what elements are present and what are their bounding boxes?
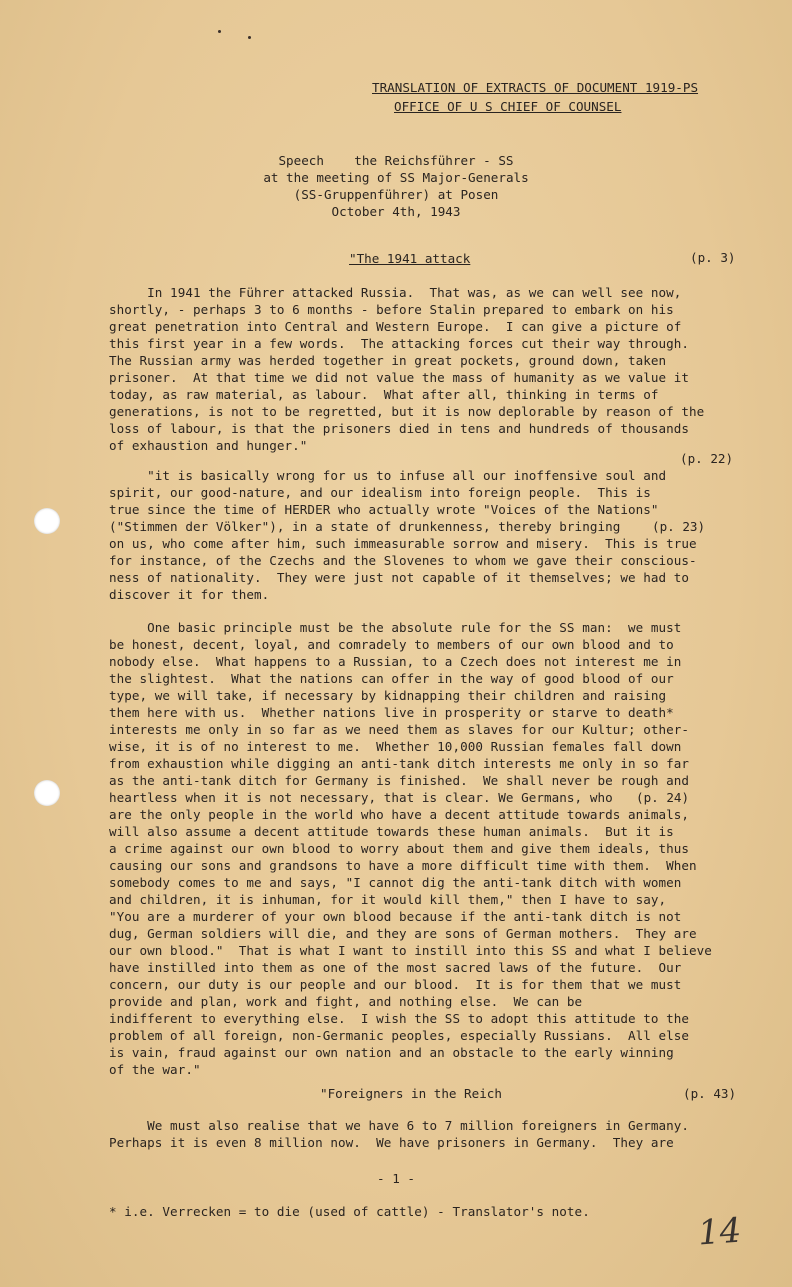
header-line-2: OFFICE OF U S CHIEF OF COUNSEL <box>394 99 622 114</box>
p1-line: of exhaustion and hunger." <box>109 438 308 453</box>
p2-line: "it is basically wrong for us to infuse all our inoffensive soul and <box>109 468 667 483</box>
p1-line: In 1941 the Führer attacked Russia. That was, as we can well see now, <box>109 285 682 300</box>
p1-line: today, as raw material, as labour. What after all, thinking in terms of <box>109 387 659 402</box>
p3-line: nobody else. What happens to a Russian, to a Czech does not interest me in <box>109 654 682 669</box>
p3-line: a crime against our own blood to worry about them and give them ideals, thus <box>109 841 690 856</box>
p3-line: and children, it is inhuman, for it would kill them," then I have to say, <box>109 892 667 907</box>
title-line-2: at the meeting of SS Major-Generals <box>263 170 529 185</box>
p3-line: indifferent to everything else. I wish the SS to adopt this attitude to the <box>109 1011 690 1026</box>
p2-line: spirit, our good-nature, and our idealism into foreign people. This is <box>109 485 651 500</box>
p2-line: true since the time of HERDER who actually wrote "Voices of the Nations" <box>109 502 659 517</box>
p3-line: somebody comes to me and says, "I cannot dig the anti-tank ditch with women <box>109 875 682 890</box>
p1-line: The Russian army was herded together in great pockets, ground down, taken <box>109 353 667 368</box>
page-number: - 1 - <box>377 1171 415 1186</box>
p3-line: One basic principle must be the absolute rule for the SS man: we must <box>109 620 682 635</box>
handwritten-page-number: 14 <box>696 1210 743 1254</box>
p3-line: have instilled into them as one of the most sacred laws of the future. Our <box>109 960 682 975</box>
page-ref-24: (p. 24) <box>636 790 690 805</box>
p4-line: Perhaps it is even 8 million now. We have prisoners in Germany. They are <box>109 1135 674 1150</box>
header-line-1: TRANSLATION OF EXTRACTS OF DOCUMENT 1919-PS <box>372 80 699 95</box>
speck <box>248 36 251 39</box>
p3-line: be honest, decent, loyal, and comradely to members of our own blood and to <box>109 637 674 652</box>
p2-line: for instance, of the Czechs and the Slovenes to whom we gave their conscious- <box>109 553 697 568</box>
p3-line: provide and plan, work and fight, and nothing else. We can be <box>109 994 583 1009</box>
p4-line: We must also realise that we have 6 to 7 million foreigners in Germany. <box>109 1118 690 1133</box>
punch-hole <box>34 508 60 534</box>
p2-line: discover it for them. <box>109 587 270 602</box>
p3-line: of the war." <box>109 1062 201 1077</box>
title-line-1: Speech the Reichsführer - SS <box>278 153 514 168</box>
p3-line: them here with us. Whether nations live in prosperity or starve to death* <box>109 705 674 720</box>
p2-line: ("Stimmen der Völker"), in a state of drunkenness, thereby bringing <box>109 519 621 534</box>
p1-line: loss of labour, is that the prisoners died in tens and hundreds of thousands <box>109 421 690 436</box>
p3-line: interests me only in so far as we need them as slaves for our Kultur; other- <box>109 722 690 737</box>
p3-line: the slightest. What the nations can offer in the way of good blood of our <box>109 671 674 686</box>
p3-line: are the only people in the world who have a decent attitude towards animals, <box>109 807 690 822</box>
title-line-3: (SS-Gruppenführer) at Posen <box>293 187 499 202</box>
page-ref-43: (p. 43) <box>683 1086 737 1101</box>
p2-line: ness of nationality. They were just not capable of it themselves; we had to <box>109 570 690 585</box>
page-ref-22: (p. 22) <box>680 451 734 466</box>
p1-line: generations, is not to be regretted, but it is now deplorable by reason of the <box>109 404 705 419</box>
p3-line: dug, German soldiers will die, and they are sons of German mothers. They are <box>109 926 697 941</box>
section-title-foreigners: "Foreigners in the Reich <box>320 1086 502 1101</box>
p3-line: "You are a murderer of your own blood because if the anti-tank ditch is not <box>109 909 682 924</box>
p3-line: wise, it is of no interest to me. Whether 10,000 Russian females fall down <box>109 739 682 754</box>
p3-line: as the anti-tank ditch for Germany is finished. We shall never be rough and <box>109 773 690 788</box>
p3-line: will also assume a decent attitude towards these human animals. But it is <box>109 824 674 839</box>
p3-line: from exhaustion while digging an anti-tank ditch interests me only in so far <box>109 756 690 771</box>
speck <box>218 30 221 33</box>
p3-line: is vain, fraud against our own nation and an obstacle to the early winning <box>109 1045 674 1060</box>
title-line-4: October 4th, 1943 <box>331 204 461 219</box>
p3-line: problem of all foreign, non-Germanic peoples, especially Russians. All else <box>109 1028 690 1043</box>
p1-line: this first year in a few words. The attacking forces cut their way through. <box>109 336 690 351</box>
page-ref-3: (p. 3) <box>690 250 736 265</box>
p3-line: our own blood." That is what I want to instill into this SS and what I believe <box>109 943 712 958</box>
p1-line: prisoner. At that time we did not value the mass of humanity as we value it <box>109 370 690 385</box>
p3-line: causing our sons and grandsons to have a more difficult time with them. When <box>109 858 697 873</box>
p1-line: great penetration into Central and Western Europe. I can give a picture of <box>109 319 682 334</box>
p1-line: shortly, - perhaps 3 to 6 months - before Stalin prepared to embark on his <box>109 302 674 317</box>
footnote: * i.e. Verrecken = to die (used of cattle) - Translator's note. <box>109 1204 590 1219</box>
punch-hole <box>34 780 60 806</box>
page-ref-23: (p. 23) <box>652 519 706 534</box>
p2-line: on us, who come after him, such immeasurable sorrow and misery. This is true <box>109 536 697 551</box>
p3-line: heartless when it is not necessary, that is clear. We Germans, who <box>109 790 613 805</box>
p3-line: concern, our duty is our people and our blood. It is for them that we must <box>109 977 682 992</box>
p3-line: type, we will take, if necessary by kidnapping their children and raising <box>109 688 667 703</box>
section-title-1941: "The 1941 attack <box>349 251 471 266</box>
